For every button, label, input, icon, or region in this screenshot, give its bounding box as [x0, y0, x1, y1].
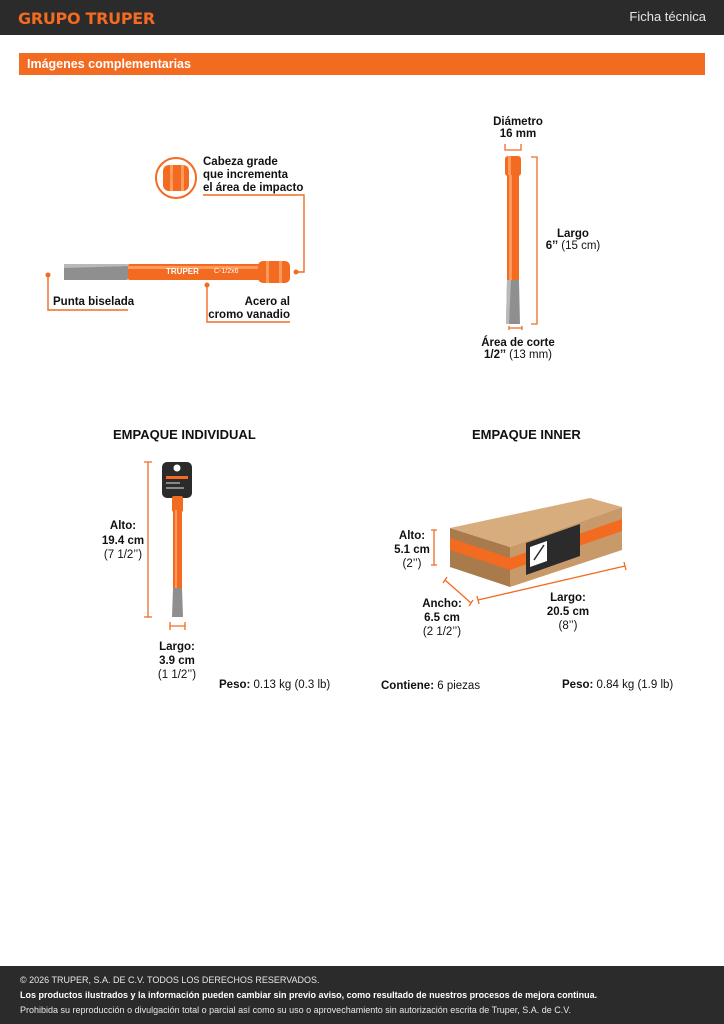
inner-height-label: Alto: — [398, 530, 426, 542]
inner-width-cm: 6.5 cm — [424, 612, 460, 624]
document-type: Ficha técnica — [629, 9, 706, 24]
inner-length-label: Largo: — [550, 592, 586, 604]
diameter-label: Diámetro — [493, 116, 543, 128]
callout-steel-line1: Acero al — [244, 296, 290, 308]
individual-weight-label: Peso: — [219, 679, 251, 691]
inner-width-in: (2 1/2’’) — [422, 626, 462, 638]
inner-height-cm: 5.1 cm — [394, 544, 430, 556]
callout-head-line3: el área de impacto — [203, 182, 304, 194]
callout-tip: Punta biselada — [53, 296, 135, 308]
cut-area-label: Área de corte — [481, 337, 555, 349]
inner-weight-value: 0.84 kg (1.9 lb) — [596, 679, 674, 691]
cut-area-value-mm: (13 mm) — [509, 349, 552, 361]
inner-contains-value: 6 piezas — [437, 680, 481, 692]
body-model-print: C-1/2x6 — [214, 268, 239, 275]
inner-length-cm: 20.5 cm — [546, 606, 590, 618]
individual-height-label: Alto: — [109, 520, 137, 532]
individual-height-in: (7 1/2’’) — [103, 549, 143, 561]
inner-height-in: (2’’) — [402, 558, 422, 570]
footer-notice: Los productos ilustrados y la información pueden cambiar sin previo aviso, como resultado de nuestros procesos de mejora continua. — [20, 990, 598, 1000]
inner-package-title: EMPAQUE INNER — [472, 427, 581, 442]
inner-weight-label: Peso: — [562, 679, 594, 691]
callout-head-line2: que incrementa — [203, 169, 288, 181]
footer-prohibition: Prohibida su reproducción o divulgación total o parcial así como su uso o aprovechamiento sin autorización escrita de Truper, S.A. de C.V. — [20, 1005, 571, 1015]
inner-contains-label: Contiene: — [381, 680, 435, 692]
footer-bar — [0, 966, 724, 1024]
inner-weight — [562, 679, 673, 692]
length-value-in: 6’’ — [545, 240, 559, 252]
inner-contains — [381, 680, 480, 693]
brand-logo: GRUPO TRUPER — [18, 9, 155, 28]
diameter-value: 16 mm — [499, 128, 537, 140]
individual-package-title: EMPAQUE INDIVIDUAL — [113, 427, 256, 442]
callout-steel-line2: cromo vanadio — [208, 309, 290, 321]
inner-width-label: Ancho: — [422, 598, 462, 610]
length-value-cm: (15 cm) — [561, 240, 601, 252]
body-brand-print: TRUPER — [166, 267, 199, 276]
callout-head-line1: Cabeza grade — [203, 156, 278, 168]
individual-length-cm: 3.9 cm — [159, 655, 195, 667]
individual-height-cm: 19.4 cm — [101, 535, 145, 547]
individual-weight-value: 0.13 kg (0.3 lb) — [253, 679, 331, 691]
cut-area-value-in: 1/2’’ — [484, 349, 506, 361]
footer-copyright: © 2026 TRUPER, S.A. DE C.V. TODOS LOS DERECHOS RESERVADOS. — [20, 975, 320, 985]
length-label: Largo — [557, 228, 589, 240]
individual-length-label: Largo: — [159, 641, 195, 653]
inner-length-in: (8’’) — [558, 620, 578, 632]
individual-length-in: (1 1/2’’) — [157, 669, 197, 681]
section-title: Imágenes complementarias — [27, 57, 191, 71]
